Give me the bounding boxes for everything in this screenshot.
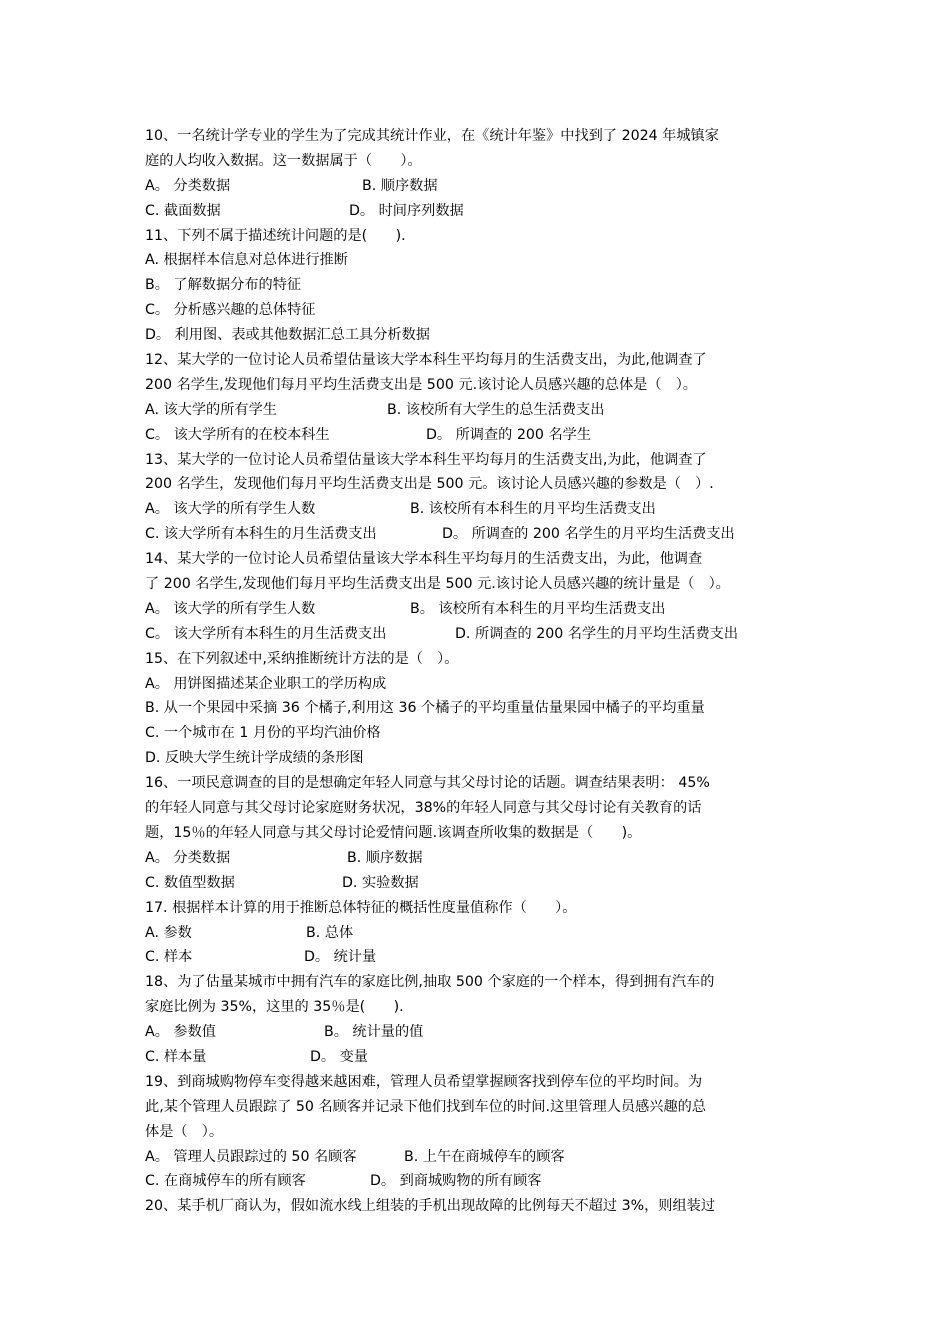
option-b: B. 该校所有本科生的月平均生活费支出 [410, 501, 656, 518]
question-11 [145, 224, 825, 348]
option-b: B。 该校所有本科生的月平均生活费支出 [410, 600, 666, 617]
option-row [145, 398, 825, 423]
question-stem: 13、某大学的一位讨论人员希望估量该大学本科生平均每月的生活费支出,为此，他调查了 [145, 451, 707, 468]
option-a: A. 该大学的所有学生 [145, 401, 277, 418]
option-c: C. 该大学所有本科生的月生活费支出 [145, 526, 377, 543]
option-row [145, 1145, 825, 1170]
option-a: A. 参数 [145, 924, 192, 941]
option-row [145, 846, 825, 871]
option-b: B。 了解数据分布的特征 [145, 277, 302, 294]
option-d: D。 时间序列数据 [349, 202, 464, 219]
question-stem: 10、一名统计学专业的学生为了完成其统计作业，在《统计年鉴》中找到了 2024 年城镇家 [145, 128, 719, 144]
option-row [145, 497, 825, 522]
question-15 [145, 647, 825, 771]
option-a: A。 用饼图描述某企业职工的学历构成 [145, 675, 387, 692]
option-b: B. 顺序数据 [347, 849, 423, 866]
option-row [145, 597, 825, 622]
question-stem: 16、一项民意调查的目的是想确定年轻人同意与其父母讨论的话题。调查结果表明： 45% [145, 775, 710, 792]
option-row [145, 423, 825, 448]
question-stem: 20、某手机厂商认为，假如流水线上组装的手机出现故障的比例每天不超过 3%，则组装过 [145, 1198, 716, 1215]
option-c: C. 在商城停车的所有顾客 [145, 1173, 306, 1190]
option-d: D。 利用图、表或其他数据汇总工具分析数据 [145, 327, 430, 344]
option-b: B. 总体 [306, 924, 354, 941]
option-row [145, 522, 825, 547]
question-stem: 11、下列不属于描述统计问题的是( ). [145, 227, 406, 244]
option-b: B. 上午在商城停车的顾客 [404, 1148, 565, 1165]
question-12 [145, 348, 825, 448]
option-d: D。 变量 [310, 1048, 368, 1065]
option-a: A。 分类数据 [145, 849, 231, 866]
question-stem: 17. 根据样本计算的用于推断总体特征的概括性度量值称作（ ）。 [145, 899, 577, 916]
option-a: A。 该大学的所有学生人数 [145, 501, 316, 518]
question-stem: 此,某个管理人员跟踪了 50 名顾客并记录下他们找到车位的时间.这里管理人员感兴趣的总 [145, 1098, 707, 1115]
option-a: A。 分类数据 [145, 177, 231, 194]
option-d: D。 到商城购物的所有顾客 [370, 1173, 542, 1190]
option-a: A. 根据样本信息对总体进行推断 [145, 252, 348, 269]
question-17 [145, 896, 825, 971]
option-row [145, 871, 825, 896]
question-14 [145, 547, 825, 647]
option-d: D. 实验数据 [342, 874, 419, 891]
option-c: C. 一个城市在 1 月份的平均汽油价格 [145, 725, 381, 742]
option-b: B。 统计量的值 [324, 1024, 424, 1041]
question-16 [145, 771, 825, 895]
question-stem: 的年轻人同意与其父母讨论家庭财务状况，38%的年轻人同意与其父母讨论有关教育的话 [145, 800, 702, 817]
question-20 [145, 1194, 825, 1219]
option-b: B. 该校所有大学生的总生活费支出 [387, 401, 605, 418]
option-row [145, 1045, 825, 1070]
question-stem: 15、在下列叙述中,采纳推断统计方法的是（ ）。 [145, 650, 459, 667]
option-c: C. 样本量 [145, 1048, 207, 1065]
question-18 [145, 970, 825, 1070]
question-stem: 体是（ ）。 [145, 1123, 224, 1140]
option-c: C. 数值型数据 [145, 874, 235, 891]
question-10 [145, 124, 825, 224]
option-row [145, 174, 825, 199]
option-d: D。 所调查的 200 名学生的月平均生活费支出 [442, 526, 735, 543]
option-a: A。 管理人员跟踪过的 50 名顾客 [145, 1148, 357, 1165]
question-list [145, 124, 825, 1219]
option-b: B. 顺序数据 [362, 177, 438, 194]
option-d: D。 所调查的 200 名学生 [426, 426, 592, 443]
option-c: C。 分析感兴趣的总体特征 [145, 302, 316, 319]
option-a: A。 该大学的所有学生人数 [145, 600, 316, 617]
option-d: D. 反映大学生统计学成绩的条形图 [145, 750, 364, 767]
option-row [145, 945, 825, 970]
question-stem: 14、某大学的一位讨论人员希望估量该大学本科生平均每月的生活费支出，为此，他调查 [145, 551, 703, 568]
option-d: D. 所调查的 200 名学生的月平均生活费支出 [455, 625, 739, 642]
option-row [145, 622, 825, 647]
question-stem: 19、到商城购物停车变得越来越困难，管理人员希望掌握顾客找到停车位的平均时间。为 [145, 1073, 703, 1090]
question-stem: 家庭比例为 35%，这里的 35％是( ). [145, 999, 404, 1016]
option-d: D。 统计量 [304, 949, 377, 966]
question-stem: 200 名学生，发现他们每月平均生活费支出是 500 元。该讨论人员感兴趣的参数是（ ）. [145, 476, 714, 493]
question-stem: 18、为了估量某城市中拥有汽车的家庭比例,抽取 500 个家庭的一个样本，得到拥有汽车的 [145, 974, 715, 991]
option-row [145, 1169, 825, 1194]
option-row [145, 1020, 825, 1045]
option-c: C. 样本 [145, 949, 193, 966]
option-c: C。 该大学所有本科生的月生活费支出 [145, 625, 387, 642]
question-stem: 200 名学生,发现他们每月平均生活费支出是 500 元.该讨论人员感兴趣的总体是（ ）。 [145, 376, 697, 393]
question-13 [145, 448, 825, 548]
option-row [145, 199, 825, 224]
option-c: C。 该大学所有的在校本科生 [145, 426, 330, 443]
option-c: C. 截面数据 [145, 202, 221, 219]
option-row [145, 921, 825, 946]
option-a: A。 参数值 [145, 1024, 216, 1041]
question-19 [145, 1070, 825, 1194]
option-b: B. 从一个果园中采摘 36 个橘子,利用这 36 个橘子的平均重量估量果园中橘子的平均重量 [145, 700, 705, 717]
question-stem: 了 200 名学生,发现他们每月平均生活费支出是 500 元.该讨论人员感兴趣的统计量是（ ）。 [145, 576, 730, 593]
question-stem: 12、某大学的一位讨论人员希望估量该大学本科生平均每月的生活费支出，为此,他调查了 [145, 352, 707, 369]
question-stem: 庭的人均收入数据。这一数据属于（ ）。 [145, 152, 422, 169]
question-stem: 题，15％的年轻人同意与其父母讨论爱情问题.该调查所收集的数据是（ )。 [145, 824, 642, 841]
